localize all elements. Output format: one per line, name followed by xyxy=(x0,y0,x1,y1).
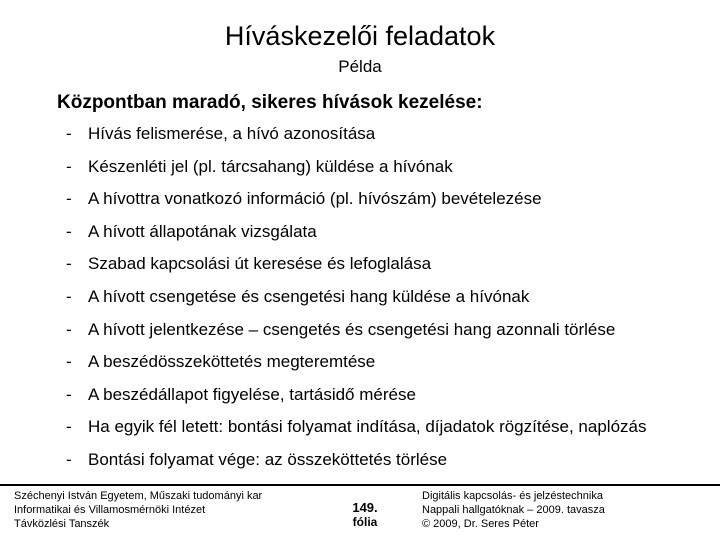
bullet-list xyxy=(66,121,647,480)
list-item xyxy=(66,284,647,317)
footer-page xyxy=(340,500,390,530)
list-item xyxy=(66,121,647,154)
list-item-text: A hívottra vonatkozó információ (pl. hívószám) bevételezése xyxy=(88,189,542,209)
list-item xyxy=(66,219,647,252)
list-item-text: A beszédállapot figyelése, tartásidő mérése xyxy=(88,384,416,404)
list-item-text: Szabad kapcsolási út keresése és lefoglalása xyxy=(88,254,432,274)
list-item xyxy=(66,447,647,480)
footer-divider xyxy=(0,484,720,486)
bullet-dash: - xyxy=(66,124,72,143)
bullet-dash: - xyxy=(66,221,72,241)
list-item xyxy=(66,186,647,219)
footer-institution xyxy=(14,489,262,531)
footer-course-title: Digitális kapcsolás- és jelzéstechnika xyxy=(422,490,603,502)
list-item-text: A hívott jelentkezése – csengetés és csengetési hang azonnali törlése xyxy=(88,319,616,339)
footer-course xyxy=(422,489,605,531)
slide-subtitle: Példa xyxy=(338,57,382,76)
slide-title: Híváskezelői feladatok xyxy=(224,21,496,51)
bullet-dash: - xyxy=(66,156,72,176)
list-item xyxy=(66,414,647,447)
list-item-text: Bontási folyamat vége: az összeköttetés törlése xyxy=(88,449,448,469)
bullet-dash: - xyxy=(66,254,72,274)
bullet-dash: - xyxy=(66,384,72,404)
bullet-dash: - xyxy=(66,449,72,469)
bullet-dash: - xyxy=(66,286,72,306)
list-item xyxy=(66,251,647,284)
page-number: 149. xyxy=(352,500,378,515)
list-item xyxy=(66,317,647,350)
list-item-text: A hívott csengetése és csengetési hang küldése a hívónak xyxy=(88,286,530,306)
footer-copyright: © 2009, Dr. Seres Péter xyxy=(422,518,539,530)
bullet-dash: - xyxy=(66,189,72,209)
bullet-dash: - xyxy=(66,417,72,437)
list-item xyxy=(66,349,647,382)
bullet-dash: - xyxy=(66,352,72,372)
footer-university: Széchenyi István Egyetem, Műszaki tudományi kar xyxy=(14,490,263,502)
list-item-text: Ha egyik fél letett: bontási folyamat indítása, díjadatok rögzítése, naplózás xyxy=(88,417,647,437)
page-label: fólia xyxy=(352,515,378,529)
list-item-text: A hívott állapotának vizsgálata xyxy=(88,221,317,241)
list-item xyxy=(66,382,647,415)
list-item-text: Készenléti jel (pl. tárcsahang) küldése a hívónak xyxy=(88,156,453,176)
footer-department: Távközlési Tanszék xyxy=(14,518,110,530)
list-item-text: Hívás felismerése, a hívó azonosítása xyxy=(88,124,376,143)
bullet-dash: - xyxy=(66,319,72,339)
list-item-text: A beszédösszeköttetés megteremtése xyxy=(88,352,376,372)
footer-course-audience: Nappali hallgatóknak – 2009. tavasza xyxy=(422,504,605,516)
section-heading: Központban maradó, sikeres hívások kezelése: xyxy=(57,92,483,113)
list-item xyxy=(66,154,647,187)
footer-institute: Informatikai és Villamosmérnöki Intézet xyxy=(14,504,206,516)
